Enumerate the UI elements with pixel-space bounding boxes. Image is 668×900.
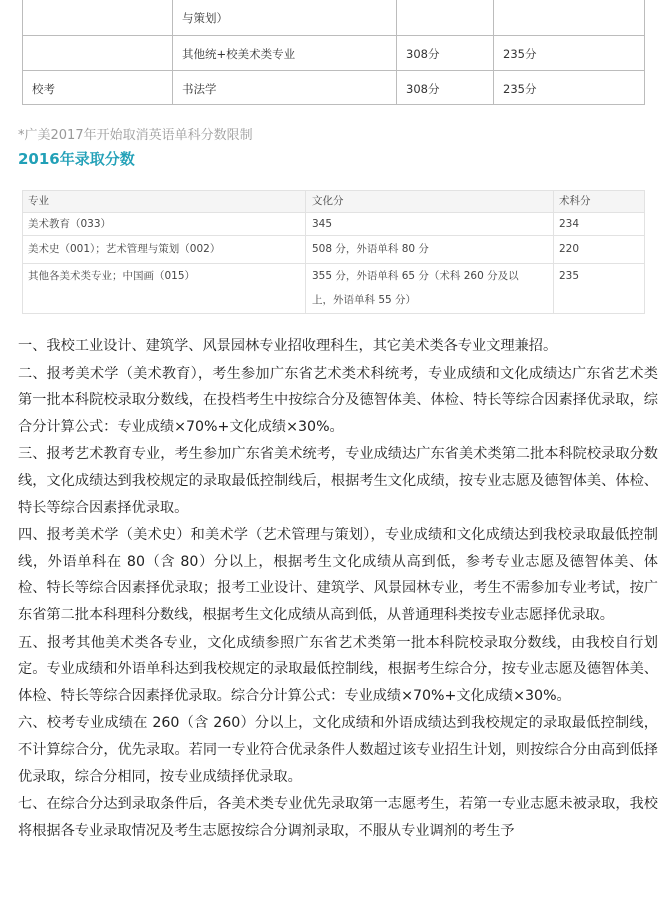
table-cell-major: 美术史（001）；艺术管理与策划（002） xyxy=(28,243,221,255)
rule-paragraph: 六、校考专业成绩在 260（含 260）分以上，文化成绩和外语成绩达到我校规定的录取最低控制线，不计算综合分，优先录取。若同一专业符合优录条件人数超过该专业招生计划，则按综合分由高到低择优录取，综合分相同，按专业成绩择优录取。 xyxy=(18,715,658,785)
table-cell-major: 书法学 xyxy=(182,82,217,96)
table-cell-culture: 308分 xyxy=(406,82,440,96)
table-rule xyxy=(644,190,645,314)
admission-table-2017 xyxy=(22,0,645,105)
section-heading: 2016年录取分数 xyxy=(18,150,135,168)
rule-paragraph: 七、在综合分达到录取条件后，各美术类专业优先录取第一志愿考生，若第一专业志愿未被录取，我校将根据各专业录取情况及考生志愿按综合分调剂录取，不服从专业调剂的考生予 xyxy=(18,796,658,839)
rule-paragraph: 五、报考其他美术类各专业，文化成绩参照广东省艺术类第一批本科院校录取分数线，由我校自行划定。专业成绩和外语单科达到我校规定的录取最低控制线，根据考生综合分，按专业志愿及德智体美、体检、特长等综合因素择优录取。综合分计算公式：专业成绩×70%+文化成绩×30%。 xyxy=(18,634,658,704)
table-cell-art: 235分 xyxy=(503,47,537,61)
table-rule xyxy=(493,0,494,105)
rule-paragraph: 三、报考艺术教育专业，考生参加广东省美术统考，专业成绩达广东省美术类第二批本科院校录取分数线，文化成绩达到我校规定的录取最低控制线后，根据考生文化成绩，按专业志愿及德智体美、体检、特长等综合因素择优录取。 xyxy=(18,446,658,516)
table-cell-art: 220 xyxy=(559,243,580,255)
table-cell-art: 234 xyxy=(559,218,580,230)
table-rule xyxy=(22,190,23,314)
table-rule xyxy=(22,35,645,36)
table-cell-art: 235分 xyxy=(503,82,537,96)
table-rule xyxy=(644,0,645,105)
admission-table-2016 xyxy=(22,190,645,314)
table-rule xyxy=(305,190,306,314)
table-rule xyxy=(22,313,645,314)
table-cell-major: 其他统+校美术类专业 xyxy=(182,47,296,61)
rule-paragraph: 四、报考美术学（美术史）和美术学（艺术管理与策划），专业成绩和文化成绩达到我校录取最低控制线，外语单科在 80（含 80）分以上，根据考生文化成绩从高到低，参考专业志愿及德智体美、体检、特长等综合因素择优录取；报考工业设计、建筑学、风景园林专业，考生不需参加专业考试，按广东省第二批本科理科分数线，根据考生文化成绩从高到低，从普通理科类按专业志愿择优录取。 xyxy=(18,527,658,623)
table-rule xyxy=(553,190,554,314)
rule-paragraph: 一、我校工业设计、建筑学、风景园林专业招收理科生，其它美术类各专业文理兼招。 xyxy=(18,338,558,354)
table-cell-culture: 355 分，外语单科 65 分（术科 260 分及以 xyxy=(312,270,519,282)
column-header-art: 术科分 xyxy=(559,195,591,207)
table-rule xyxy=(172,0,173,105)
table-rule xyxy=(22,235,645,236)
table-rule xyxy=(22,212,645,213)
table-rule xyxy=(22,104,645,105)
column-header-major: 专业 xyxy=(28,195,49,207)
table-rule xyxy=(22,0,23,105)
rule-paragraph: 二、报考美术学（美术教育），考生参加广东省艺术类术科统考，专业成绩和文化成绩达广东省艺术类第一批本科院校录取分数线，在投档考生中按综合分及德智体美、体检、特长等综合因素择优录取，综合分计算公式：专业成绩×70%+文化成绩×30%。 xyxy=(18,365,658,435)
note-text: *广美2017年开始取消英语单科分数限制 xyxy=(18,128,253,143)
table-rule xyxy=(22,263,645,264)
table-cell-culture: 345 xyxy=(312,218,333,230)
table-cell-art: 235 xyxy=(559,270,580,282)
admission-rules xyxy=(18,333,658,845)
table-rule xyxy=(396,0,397,105)
table-cell-culture: 上，外语单科 55 分） xyxy=(312,294,417,306)
table-cell-culture: 508 分，外语单科 80 分 xyxy=(312,243,429,255)
table-cell-exam: 校考 xyxy=(32,82,55,96)
table-cell-major: 其他各美术类专业；中国画（015） xyxy=(28,270,196,282)
table-cell-major: 美术教育（033） xyxy=(28,218,112,230)
table-cell-major: 与策划） xyxy=(182,11,228,25)
table-cell-culture: 308分 xyxy=(406,47,440,61)
column-header-culture: 文化分 xyxy=(312,195,344,207)
table-rule xyxy=(22,70,645,71)
